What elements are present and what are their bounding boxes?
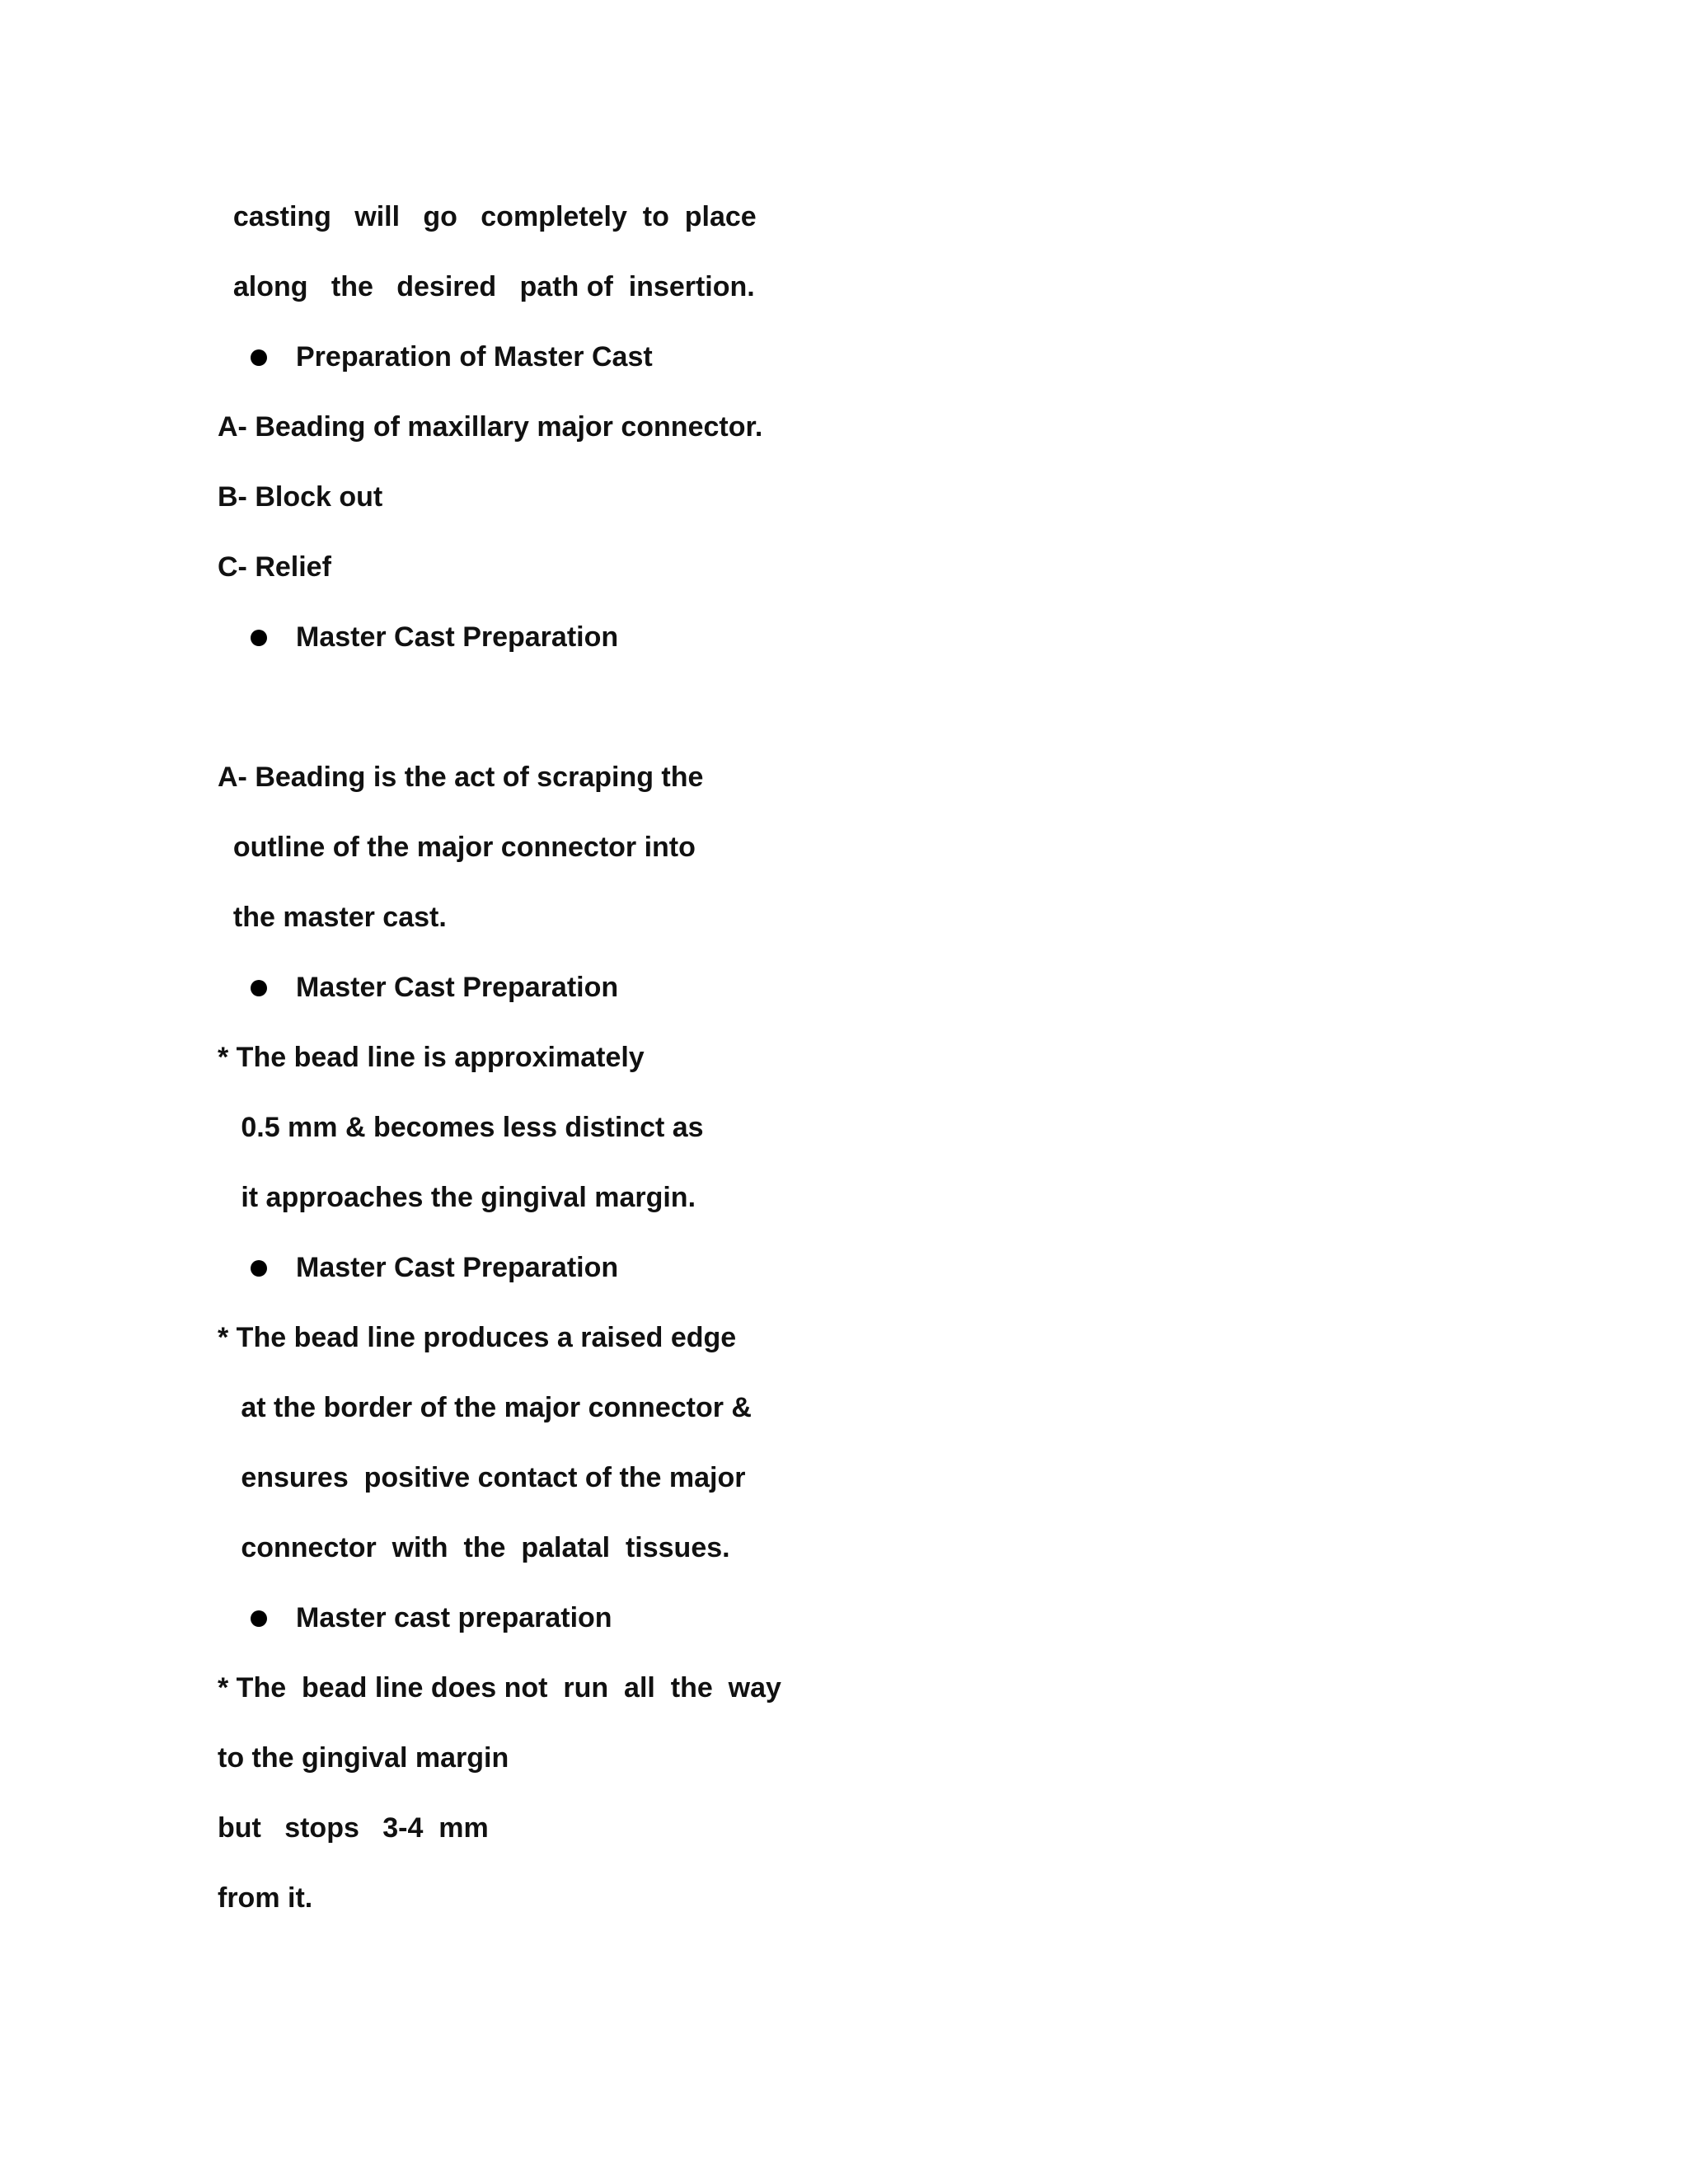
text-line: * The bead line is approximately bbox=[218, 1042, 645, 1073]
text-line: A- Beading is the act of scraping the bbox=[218, 762, 704, 793]
text-line: outline of the major connector into bbox=[218, 832, 696, 863]
blank-line bbox=[218, 682, 1454, 752]
text-line: at the border of the major connector & bbox=[218, 1392, 752, 1423]
text-line: 0.5 mm & becomes less distinct as bbox=[218, 1112, 704, 1143]
text-line: ensures positive contact of the major bbox=[218, 1462, 746, 1493]
bullet-item bbox=[218, 963, 1454, 1033]
text-line: * The bead line does not run all the way bbox=[218, 1672, 781, 1704]
bullet-icon bbox=[251, 980, 267, 996]
bullet-icon bbox=[251, 349, 267, 366]
bullet-item bbox=[218, 1593, 1454, 1663]
bullet-icon bbox=[251, 1610, 267, 1627]
text-line: it approaches the gingival margin. bbox=[218, 1182, 696, 1213]
bullet-heading: Master cast preparation bbox=[296, 1602, 612, 1633]
text-line: B- Block out bbox=[218, 481, 383, 513]
text-line: to the gingival margin bbox=[218, 1742, 509, 1774]
text-line: from it. bbox=[218, 1882, 313, 1914]
bullet-heading: Master Cast Preparation bbox=[296, 972, 619, 1003]
bullet-item bbox=[218, 1243, 1454, 1313]
text-line: * The bead line produces a raised edge bbox=[218, 1322, 737, 1353]
text-line: A- Beading of maxillary major connector. bbox=[218, 411, 763, 443]
bullet-heading: Preparation of Master Cast bbox=[296, 341, 653, 373]
document-body bbox=[218, 192, 1454, 1943]
bullet-heading: Master Cast Preparation bbox=[296, 1252, 619, 1283]
text-line: the master cast. bbox=[218, 902, 447, 933]
bullet-icon bbox=[251, 630, 267, 646]
text-line: C- Relief bbox=[218, 551, 331, 583]
text-line: casting will go completely to place bbox=[218, 201, 757, 232]
bullet-icon bbox=[251, 1260, 267, 1277]
bullet-item bbox=[218, 612, 1454, 682]
text-line: but stops 3-4 mm bbox=[218, 1812, 489, 1844]
bullet-item bbox=[218, 332, 1454, 402]
text-line: along the desired path of insertion. bbox=[218, 271, 755, 302]
bullet-heading: Master Cast Preparation bbox=[296, 621, 619, 653]
text-line: connector with the palatal tissues. bbox=[218, 1532, 730, 1563]
